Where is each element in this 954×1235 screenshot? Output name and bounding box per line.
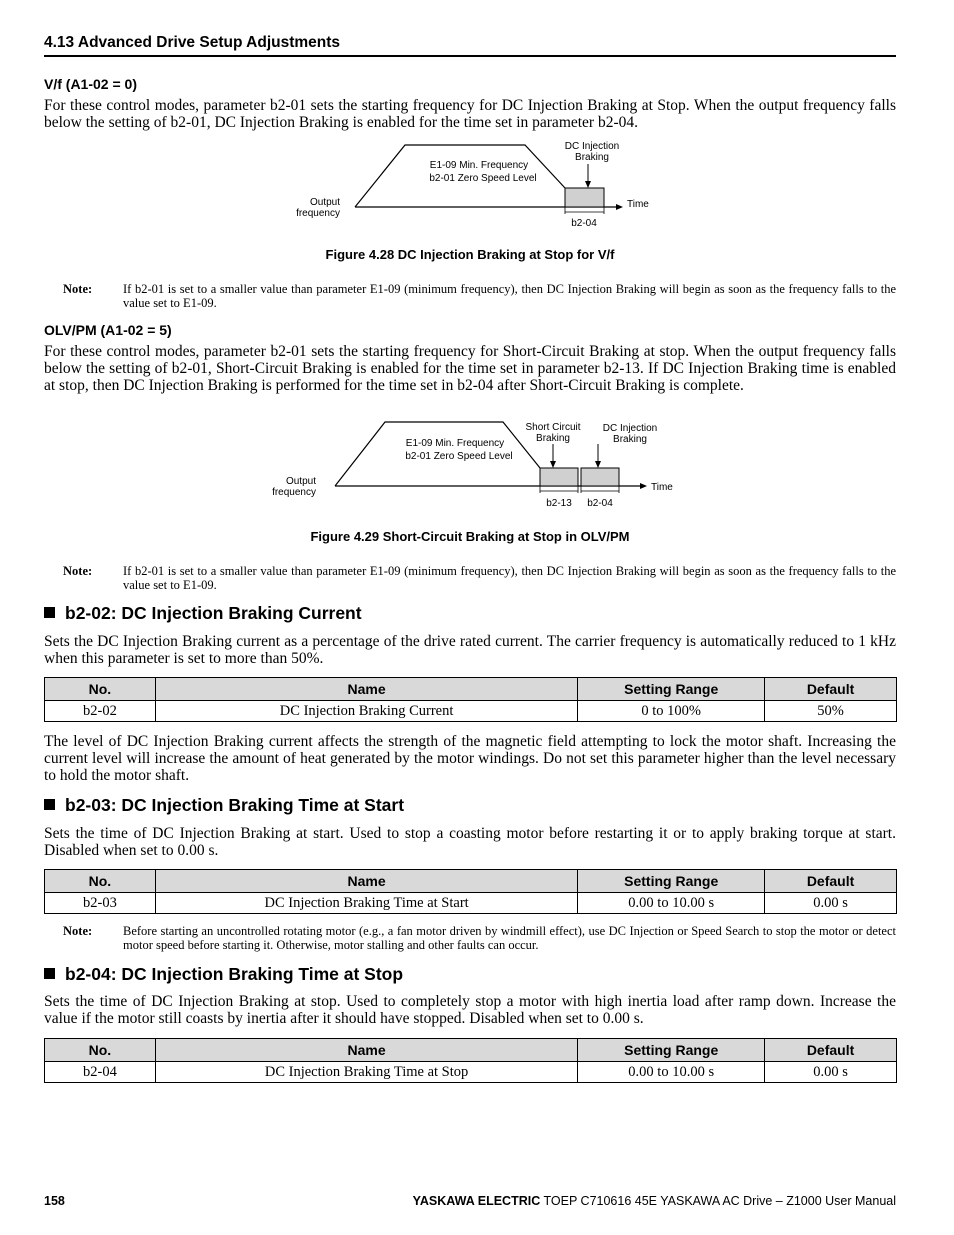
col-header-default: Default [765, 678, 897, 701]
time-axis-arrow [640, 483, 647, 489]
short-circuit-label-line1: Short Circuit [525, 422, 581, 433]
output-frequency-label-line1: Output [285, 476, 316, 487]
footer-brand: YASKAWA ELECTRIC [412, 1194, 541, 1208]
cell-name: DC Injection Braking Time at Start [155, 893, 577, 914]
time-label: Time [627, 199, 649, 210]
e1-09-label-line2: b2-01 Zero Speed Level [405, 451, 513, 462]
dc-injection-label-line1: DC Injection [564, 141, 620, 152]
col-header-no: No. [45, 870, 156, 893]
b2-02-heading-text: b2-02: DC Injection Braking Current [65, 603, 362, 623]
footer-doc-info [413, 1194, 896, 1208]
note-label: Note: [63, 924, 93, 938]
table-row [45, 1062, 897, 1083]
col-header-setting-range: Setting Range [578, 1039, 765, 1062]
time-axis-arrow [616, 204, 623, 210]
figure-4-28-diagram [280, 138, 660, 233]
dc-injection-label-line2: Braking [575, 152, 609, 163]
b2-13-label: b2-13 [546, 498, 572, 509]
col-header-setting-range: Setting Range [578, 678, 765, 701]
cell-setting-range: 0.00 to 10.00 s [578, 1062, 765, 1083]
cell-default: 0.00 s [765, 1062, 897, 1083]
cell-default: 50% [765, 701, 897, 722]
b2-03-parameter-table [44, 869, 897, 914]
figure-4-29-caption: Figure 4.29 Short-Circuit Braking at Stop in OLV/PM [310, 529, 630, 544]
output-frequency-label-line2: frequency [272, 487, 316, 498]
footer-doc-ref: TOEP C710616 45E YASKAWA AC Drive – Z1000 User Manual [543, 1194, 896, 1208]
b2-03-heading-text: b2-03: DC Injection Braking Time at Start [65, 795, 405, 815]
b2-04-label: b2-04 [571, 218, 597, 229]
col-header-no: No. [45, 678, 156, 701]
cell-default: 0.00 s [765, 893, 897, 914]
short-circuit-braking-block [540, 468, 578, 486]
col-header-setting-range: Setting Range [578, 870, 765, 893]
table-header-row [45, 1039, 897, 1062]
col-header-default: Default [765, 1039, 897, 1062]
dc-injection-braking-block [565, 188, 604, 207]
dc-injection-braking-block [581, 468, 619, 486]
page-number: 158 [44, 1194, 65, 1208]
dc-braking-arrow-head [585, 181, 591, 188]
b2-04-heading [44, 964, 403, 985]
e1-09-label-line1: E1-09 Min. Frequency [405, 438, 505, 449]
dc-braking-arrow-head [595, 461, 601, 468]
col-header-name: Name [155, 678, 577, 701]
b2-02-heading [44, 603, 362, 624]
cell-name: DC Injection Braking Time at Stop [155, 1062, 577, 1083]
b2-04-paragraph: Sets the time of DC Injection Braking at stop. Used to completely stop a motor with high inertia load after ramp down. Increase the value if the motor still coasts by inertia after it should have stopped. Disabled when set to 0.00 s. [44, 993, 896, 1027]
cell-name: DC Injection Braking Current [155, 701, 577, 722]
output-frequency-label-line2: frequency [296, 208, 340, 219]
note-label: Note: [63, 564, 93, 578]
vf-note-text: If b2-01 is set to a smaller value than parameter E1-09 (minimum frequency), then DC Injection Braking will begin as soon as the frequency falls to the value set to E1-09. [123, 282, 896, 310]
table-header-row [45, 870, 897, 893]
cell-no: b2-03 [45, 893, 156, 914]
cell-no: b2-02 [45, 701, 156, 722]
cell-setting-range: 0.00 to 10.00 s [578, 893, 765, 914]
col-header-default: Default [765, 870, 897, 893]
figure-4-29-diagram [260, 418, 680, 513]
b2-04-heading-text: b2-04: DC Injection Braking Time at Stop [65, 964, 404, 984]
b2-02-parameter-table [44, 677, 897, 722]
olv-paragraph: For these control modes, parameter b2-01 sets the starting frequency for Short-Circuit Braking at stop. When the output frequency falls below the setting of b2-01, Short-Circuit Braking is enabled for the time set in parameter b2-13. If DC Injection Braking time is enabled at stop, then DC Injection Braking is performed for the time set in b2-04 after Short-Circuit Braking is complete. [44, 343, 896, 394]
output-frequency-label-line1: Output [309, 197, 340, 208]
col-header-name: Name [155, 870, 577, 893]
vf-subheading: V/f (A1-02 = 0) [44, 76, 137, 92]
section-header: 4.13 Advanced Drive Setup Adjustments [44, 34, 896, 57]
note-label: Note: [63, 282, 93, 296]
b2-02-paragraph-2: The level of DC Injection Braking current affects the strength of the magnetic field attempting to lock the motor shaft. Increasing the current level will increase the amount of heat generated by the motor windings. Do not set this parameter higher than the level necessary to hold the motor shaft. [44, 733, 896, 784]
col-header-name: Name [155, 1039, 577, 1062]
b2-03-paragraph: Sets the time of DC Injection Braking at start. Used to stop a coasting motor before restarting it or to apply braking torque at start. Disabled when set to 0.00 s. [44, 825, 896, 859]
olv-subheading: OLV/PM (A1-02 = 5) [44, 322, 172, 338]
b2-04-parameter-table [44, 1038, 897, 1083]
b2-03-heading [44, 795, 404, 816]
vf-paragraph: For these control modes, parameter b2-01 sets the starting frequency for DC Injection Braking at Stop. When the output frequency falls below the setting of b2-01, DC Injection Braking is enabled for the time set in parameter b2-04. [44, 97, 896, 131]
e1-09-label-line1: E1-09 Min. Frequency [429, 160, 529, 171]
table-row [45, 701, 897, 722]
table-row [45, 893, 897, 914]
e1-09-label-line2: b2-01 Zero Speed Level [429, 173, 537, 184]
cell-no: b2-04 [45, 1062, 156, 1083]
heading-bullet-square [44, 607, 55, 618]
cell-setting-range: 0 to 100% [578, 701, 765, 722]
heading-bullet-square [44, 799, 55, 810]
time-label: Time [651, 482, 673, 493]
short-circuit-label-line2: Braking [536, 433, 570, 444]
olv-note-text: If b2-01 is set to a smaller value than parameter E1-09 (minimum frequency), then DC Injection Braking will begin as soon as the frequency falls to the value set to E1-09. [123, 564, 896, 592]
b2-03-note-text: Before starting an uncontrolled rotating motor (e.g., a fan motor driven by windmill effect), use DC Injection or Speed Search to stop the motor or detect motor speed before starting it. Otherwise, motor stalling and other faults can occur. [123, 924, 896, 952]
heading-bullet-square [44, 968, 55, 979]
sc-braking-arrow-head [550, 461, 556, 468]
figure-4-28-caption: Figure 4.28 DC Injection Braking at Stop for V/f [325, 247, 615, 262]
b2-02-paragraph: Sets the DC Injection Braking current as a percentage of the drive rated current. The carrier frequency is automatically reduced to 1 kHz when this parameter is set to more than 50%. [44, 633, 896, 667]
dc-injection-label-line1: DC Injection [602, 423, 658, 434]
dc-injection-label-line2: Braking [613, 434, 647, 445]
col-header-no: No. [45, 1039, 156, 1062]
b2-04-label: b2-04 [587, 498, 613, 509]
table-header-row [45, 678, 897, 701]
